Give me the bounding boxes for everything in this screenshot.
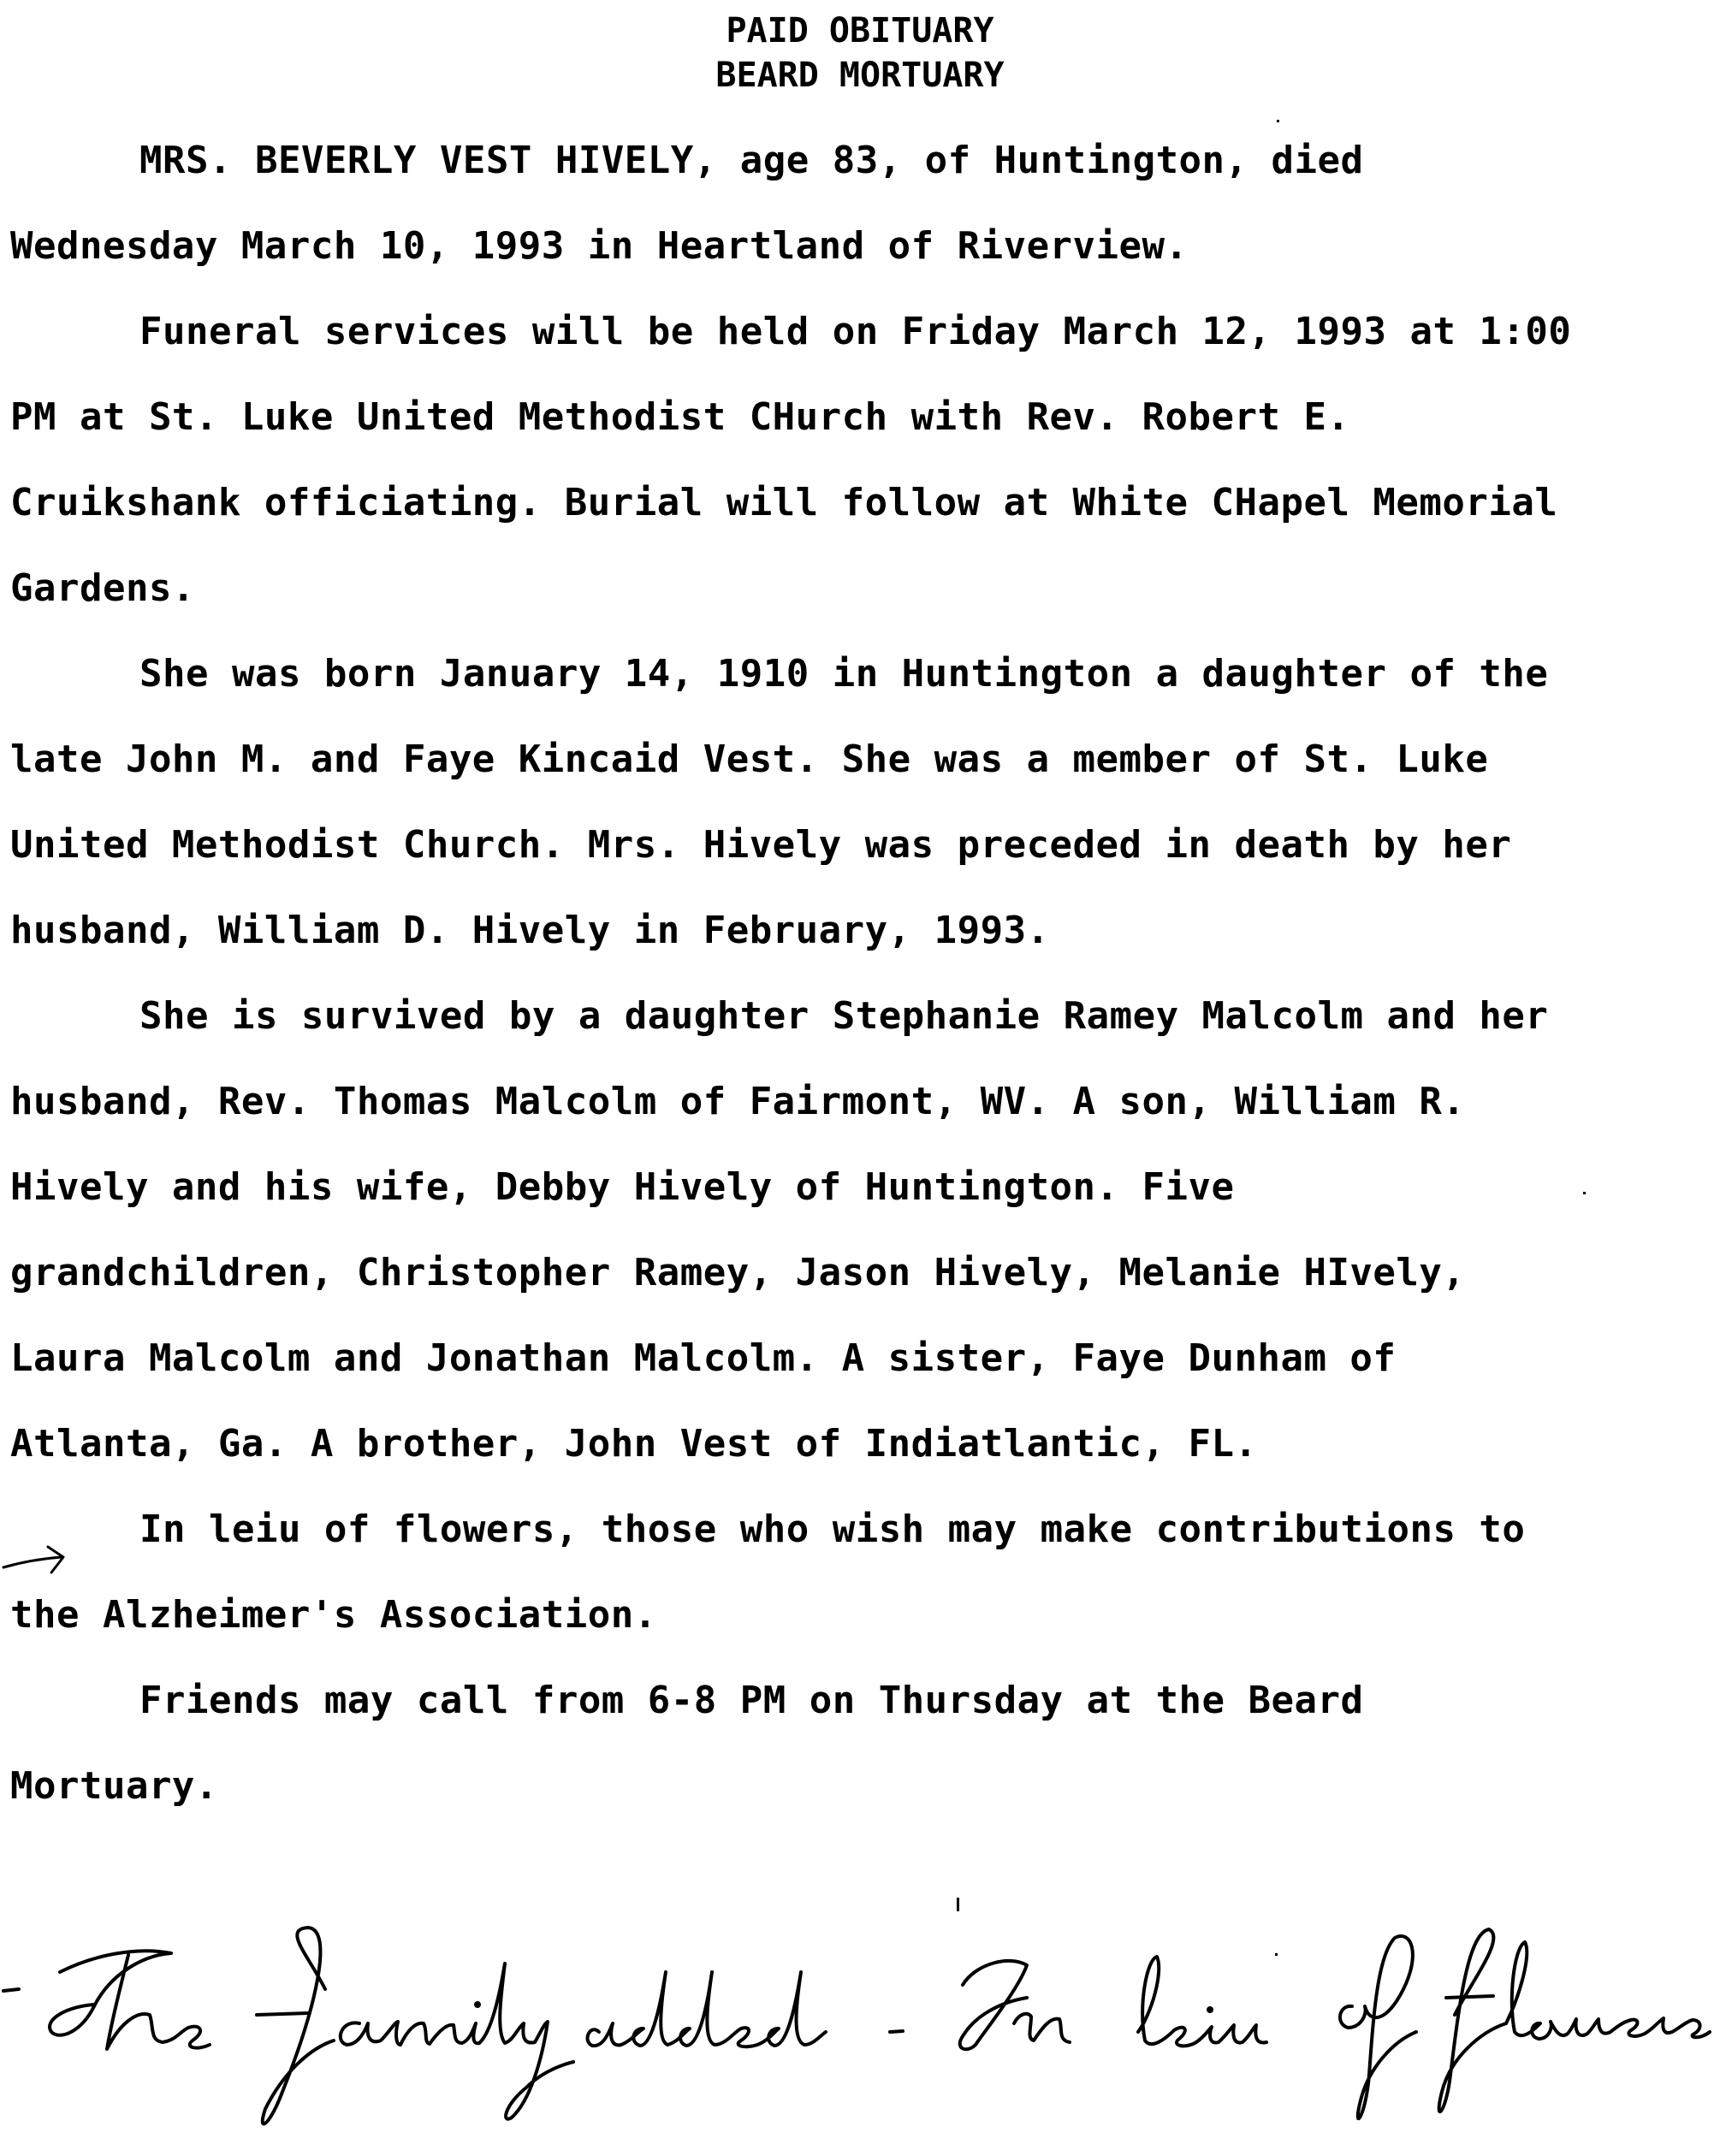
header-subtitle: BEARD MORTUARY: [715, 56, 1005, 95]
body-line: Atlanta, Ga. A brother, John Vest of Indiatlantic, FL.: [10, 1422, 1258, 1466]
body-line: Gardens.: [10, 566, 195, 610]
handwritten-note: [0, 1904, 1720, 2152]
body-line: husband, William D. Hively in February, 1993.: [10, 909, 1050, 952]
scan-speck: [1275, 1953, 1278, 1956]
body-line: She was born January 14, 1910 in Huntington a daughter of the: [139, 652, 1549, 696]
body-line: Funeral services will be held on Friday March 12, 1993 at 1:00: [139, 310, 1572, 353]
body-line: PM at St. Luke United Methodist CHurch with Rev. Robert E.: [10, 395, 1350, 439]
scan-speck: [1583, 1192, 1586, 1194]
body-line: Wednesday March 10, 1993 in Heartland of Riverview.: [10, 224, 1189, 268]
body-line: Hively and his wife, Debby Hively of Huntington. Five: [10, 1165, 1235, 1209]
body-line: Cruikshank officiating. Burial will follow at White CHapel Memorial: [10, 481, 1558, 524]
margin-arrow-icon: [0, 1531, 77, 1583]
body-line: husband, Rev. Thomas Malcolm of Fairmont, WV. A son, William R.: [10, 1080, 1466, 1123]
header-title: PAID OBITUARY: [726, 11, 994, 50]
scan-speck: [1277, 120, 1279, 122]
body-line: Friends may call from 6-8 PM on Thursday at the Beard: [139, 1679, 1364, 1722]
body-line: Mortuary.: [10, 1764, 218, 1808]
body-line: In leiu of flowers, those who wish may make contributions to: [139, 1507, 1526, 1551]
body-line: grandchildren, Christopher Ramey, Jason Hively, Melanie HIvely,: [10, 1251, 1466, 1294]
body-line: United Methodist Church. Mrs. Hively was preceded in death by her: [10, 823, 1512, 867]
body-line: She is survived by a daughter Stephanie Ramey Malcolm and her: [139, 994, 1549, 1038]
body-line: MRS. BEVERLY VEST HIVELY, age 83, of Huntington, died: [139, 139, 1364, 182]
body-line: the Alzheimer's Association.: [10, 1593, 657, 1637]
body-line: Laura Malcolm and Jonathan Malcolm. A sister, Faye Dunham of: [10, 1336, 1397, 1380]
scan-speck: [957, 1898, 959, 1911]
body-line: late John M. and Faye Kincaid Vest. She was a member of St. Luke: [10, 737, 1489, 781]
